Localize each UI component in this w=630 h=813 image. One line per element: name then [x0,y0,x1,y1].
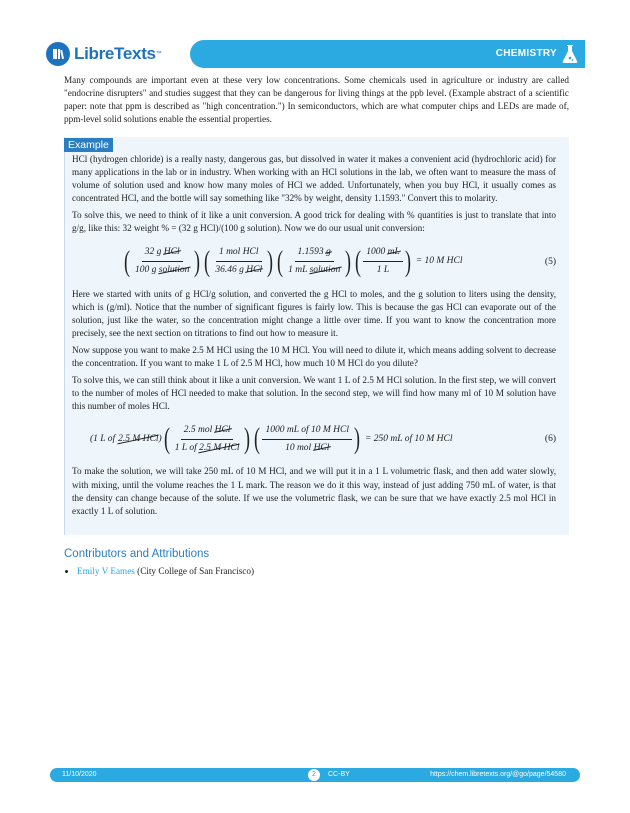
eq5-result: = 10 M HCl [415,256,463,267]
eq6-result: = 250 mL of 10 M HCl [364,433,453,444]
eq6-f1-den-a: 1 L of [174,442,200,453]
footer-page-number: 2 [308,769,320,781]
example-paragraph-5: To solve this, we can still think about it like a unit conversion. We want 1 L of 2.5 M HCl solution. In the first step, we will convert to the number of moles of HCl needed to make that solution. In the second step, we will find how many ml of 10 M solution have this number of moles HCl. [72,375,556,412]
page-footer [50,768,580,782]
eq5-f2-num: 1 mol HCl [216,246,262,262]
libretexts-logo[interactable] [46,38,162,70]
eq5-f4-den: 1 L [376,265,390,276]
contributor-link[interactable]: Emily V Eames [77,566,135,576]
eq6-f2-num: 1000 mL of 10 M HCl [262,424,352,440]
libretexts-logo-icon [46,42,70,66]
eq6-f1-den-b: 2.5 M HCl [199,442,240,453]
eq5-f3-num-a: 1.1593 [297,246,327,257]
eq5-f2-den-b: HCl [246,265,263,276]
subject-label[interactable]: CHEMISTRY [495,48,557,59]
example-label: Example [64,138,113,152]
eq5-number: (5) [544,256,556,267]
footer-date: 11/10/2020 [62,771,97,778]
eq6-f1-num-b: HCl [214,424,231,435]
eq5-f2-den-a: 36.46 g [215,265,247,276]
example-content [72,153,556,522]
eq6-number: (6) [544,434,556,445]
eq5-f1-num-b: HCl [163,246,180,257]
footer-url[interactable]: https://chem.libretexts.org/@go/page/54580 [430,771,566,778]
intro-section [64,74,569,131]
contributors-heading: Contributors and Attributions [64,548,210,560]
logo-trademark: ™ [155,51,162,57]
eq6-t1-a: (1 L of [90,433,116,444]
example-paragraph-2: To solve this, we need to think of it like a unit conversion. A good trick for dealing with % quantities is just to translate that into g/g, like this: 32 weight % = (32 g HCl)/(100 g solution). Now we do our usual unit conversion: [72,210,556,234]
eq5-f4-num-a: 1000 [366,246,388,257]
contributors-list [64,566,254,576]
page-header [40,38,585,70]
intro-paragraph: Many compounds are important even at these very low concentrations. Some chemicals used in agriculture or industry are called "endocrine disrupters" and studies suggest that they can be dangerous for living things at the ppb level. (Example abstract of a scientific paper: note that ppm is described as "high concentration.") In semiconductors, which are what computer chips and LEDs are made of, ppm-level solid solutions enable the essential properties. [64,75,569,125]
eq6-f2-den-a: 10 mol [285,442,314,453]
eq5-f1-den-a: 100 g [135,265,159,276]
eq5-f1-num-a: 32 g [144,246,164,257]
logo-text: LibreTexts [74,44,156,63]
eq5-f3-den-b: solution [309,265,341,276]
contributor-affiliation: (City College of San Francisco) [134,566,255,576]
flask-icon [561,43,579,65]
example-paragraph-1: HCl (hydrogen chloride) is a really nasty, dangerous gas, but dissolved in water it makes a convenient acid (hydrochloric acid) for many applications in the lab or in industry. When working with an HCl solutions in the lab, we often want to measure the mass of volume of solution used and know how many moles of HCl we added. Unfortunately, when you buy HCl, it usually comes as concentrated HCl, and the bottle will say something like "32% by weight, density 1.1593." Convert this to molarity. [72,154,556,204]
eq5-f3-num-b: g [326,246,331,257]
example-paragraph-6: To make the solution, we will take 250 mL of 10 M HCl, and we will put it in a 1 L volumetric flask, and then add water slowly, with mixing, until the volume reaches the 1 L mark. The reason we do it this way, instead of just adding 750 mL of water, is that the density can change because of the solute. If we use the volumetric flask, we can be sure that we have exactly 2.5 mol HCl in exactly 1 L of solution. [72,466,556,516]
list-item [77,566,254,576]
eq6-f2-den-b: HCl [313,442,330,453]
example-paragraph-4: Now suppose you want to make 2.5 M HCl using the 10 M HCl. You will need to dilute it, which means adding solvent to decrease the concentration. If you want to make 1 L of 2.5 M HCl, how much 10 M HCl do you dilute? [72,344,556,369]
footer-license[interactable]: CC-BY [328,771,350,778]
eq5-f3-den-a: 1 mL [288,265,310,276]
subject-banner [190,40,585,68]
eq6-t1-b: 2.5 M HCl [118,433,158,446]
eq5-f4-num-b: mL [387,246,400,257]
eq5-f1-den-b: solution [158,265,190,276]
equation-6: (1 L of 2.5 M HCl ) ( $\frac{\text{2.5 mol HCl}}{\text{1 L of 2.5 M HCl}}$ ) ( $\frac{\text{1000 mL of 10 M HCl}}{\text{10 mol HCl}}$ ) = 250 mL of 10 M HCl (6) [90,422,556,456]
eq6-f1-num-a: 2.5 mol [183,424,215,435]
equation-5: ( $\frac{\text{32 g HCl}}{\text{100 g solution}}$ ) ( $\frac{\text{1 mol HCl}}{\text{36.46 g HCl}}$ ) ( $\frac{1.1593 g}{\text{1 mL solution}}$ ) ( $\frac{1000 mL}{1 L}$ ) = 10 M HCl (5) [124,244,556,278]
eq6-t1-c: ) [158,433,162,444]
example-paragraph-3: Here we started with units of g HCl/g solution, and converted the g HCl to moles, and the g solution to liters using the density, which is (g/ml). Notice that the number of significant figures is fairly low. This is because the gas HCl can evaporate out of the solution, just like the water, so the concentration might change a little over time. If you want to know the concentration more precisely, see the next section on titrations to find out how to measure it. [72,288,556,338]
